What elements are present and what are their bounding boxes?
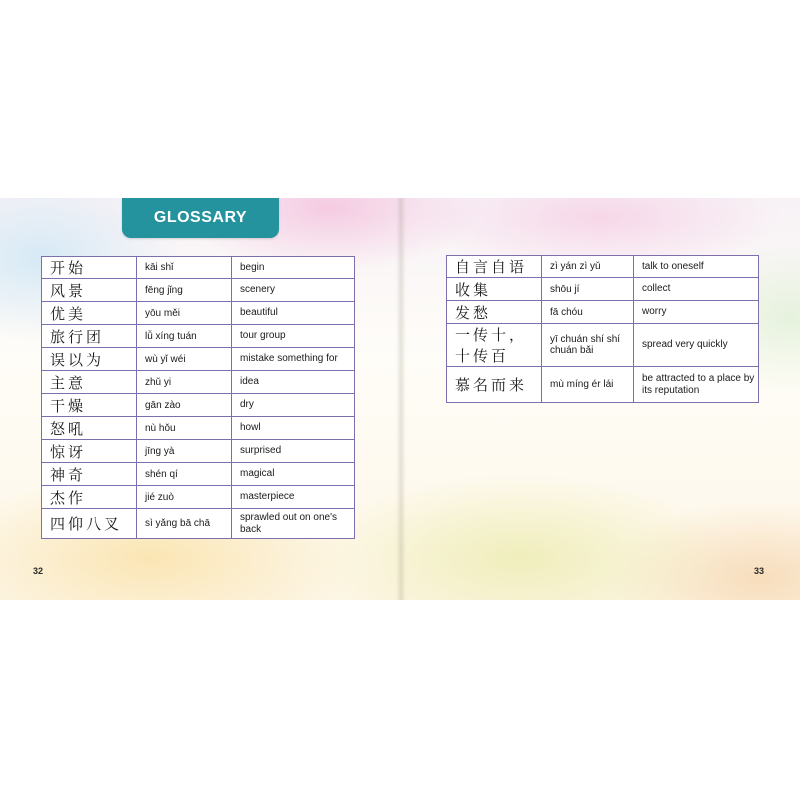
chinese-term: 优美 — [42, 302, 137, 325]
english-meaning: masterpiece — [232, 486, 355, 509]
chinese-term: 干燥 — [42, 394, 137, 417]
glossary-row — [42, 394, 355, 417]
glossary-row — [42, 371, 355, 394]
english-meaning: magical — [232, 463, 355, 486]
chinese-term: 慕名而来 — [447, 367, 542, 403]
pinyin: kāi shǐ — [137, 257, 232, 279]
pinyin: jié zuò — [137, 486, 232, 509]
pinyin: gān zào — [137, 394, 232, 417]
pinyin: jīng yà — [137, 440, 232, 463]
pinyin: sì yǎng bā chā — [137, 509, 232, 539]
glossary-row — [42, 486, 355, 509]
english-meaning: be attracted to a place by its reputation — [634, 367, 759, 403]
english-meaning: worry — [634, 301, 759, 324]
chinese-term: 一传十，十传百 — [447, 324, 542, 367]
english-meaning: howl — [232, 417, 355, 440]
page-number-left: 32 — [33, 566, 44, 576]
pinyin: fēng jǐng — [137, 279, 232, 302]
glossary-header — [122, 198, 279, 238]
english-meaning: sprawled out on one's back — [232, 509, 355, 539]
chinese-term: 四仰八叉 — [42, 509, 137, 539]
pinyin: nù hǒu — [137, 417, 232, 440]
glossary-row — [447, 301, 759, 324]
english-meaning: talk to oneself — [634, 256, 759, 278]
glossary-row — [447, 324, 759, 367]
pinyin: mù míng ér lái — [542, 367, 634, 403]
english-meaning: tour group — [232, 325, 355, 348]
chinese-term: 惊讶 — [42, 440, 137, 463]
chinese-term: 怒吼 — [42, 417, 137, 440]
english-meaning: collect — [634, 278, 759, 301]
glossary-row — [42, 325, 355, 348]
pinyin: zhǔ yi — [137, 371, 232, 394]
english-meaning: idea — [232, 371, 355, 394]
chinese-term: 主意 — [42, 371, 137, 394]
chinese-term: 开始 — [42, 257, 137, 279]
chinese-term: 杰作 — [42, 486, 137, 509]
glossary-row — [42, 463, 355, 486]
chinese-term: 收集 — [447, 278, 542, 301]
book-spread — [0, 198, 800, 600]
glossary-row — [447, 278, 759, 301]
glossary-row — [447, 256, 759, 278]
chinese-term: 自言自语 — [447, 256, 542, 278]
english-meaning: dry — [232, 394, 355, 417]
english-meaning: mistake something for — [232, 348, 355, 371]
glossary-row — [447, 367, 759, 403]
english-meaning: surprised — [232, 440, 355, 463]
chinese-term: 旅行团 — [42, 325, 137, 348]
chinese-term: 风景 — [42, 279, 137, 302]
english-meaning: beautiful — [232, 302, 355, 325]
page-number-right: 33 — [754, 566, 765, 576]
glossary-row — [42, 302, 355, 325]
glossary-table-left — [41, 256, 355, 539]
glossary-table-right — [446, 255, 759, 403]
pinyin: fā chóu — [542, 301, 634, 324]
pinyin: yōu měi — [137, 302, 232, 325]
pinyin: wù yǐ wéi — [137, 348, 232, 371]
glossary-row — [42, 417, 355, 440]
english-meaning: begin — [232, 257, 355, 279]
chinese-term: 神奇 — [42, 463, 137, 486]
glossary-row — [42, 348, 355, 371]
pinyin: shōu jí — [542, 278, 634, 301]
pinyin: yī chuán shí shí chuán bǎi — [542, 324, 634, 367]
glossary-row — [42, 440, 355, 463]
chinese-term: 发愁 — [447, 301, 542, 324]
pinyin: shén qí — [137, 463, 232, 486]
pinyin: lǚ xíng tuán — [137, 325, 232, 348]
english-meaning: spread very quickly — [634, 324, 759, 367]
chinese-term: 误以为 — [42, 348, 137, 371]
glossary-row — [42, 257, 355, 279]
pinyin: zì yán zì yǔ — [542, 256, 634, 278]
glossary-row — [42, 279, 355, 302]
glossary-row — [42, 509, 355, 539]
english-meaning: scenery — [232, 279, 355, 302]
page-gutter — [396, 198, 406, 600]
glossary-title: GLOSSARY — [153, 209, 248, 226]
